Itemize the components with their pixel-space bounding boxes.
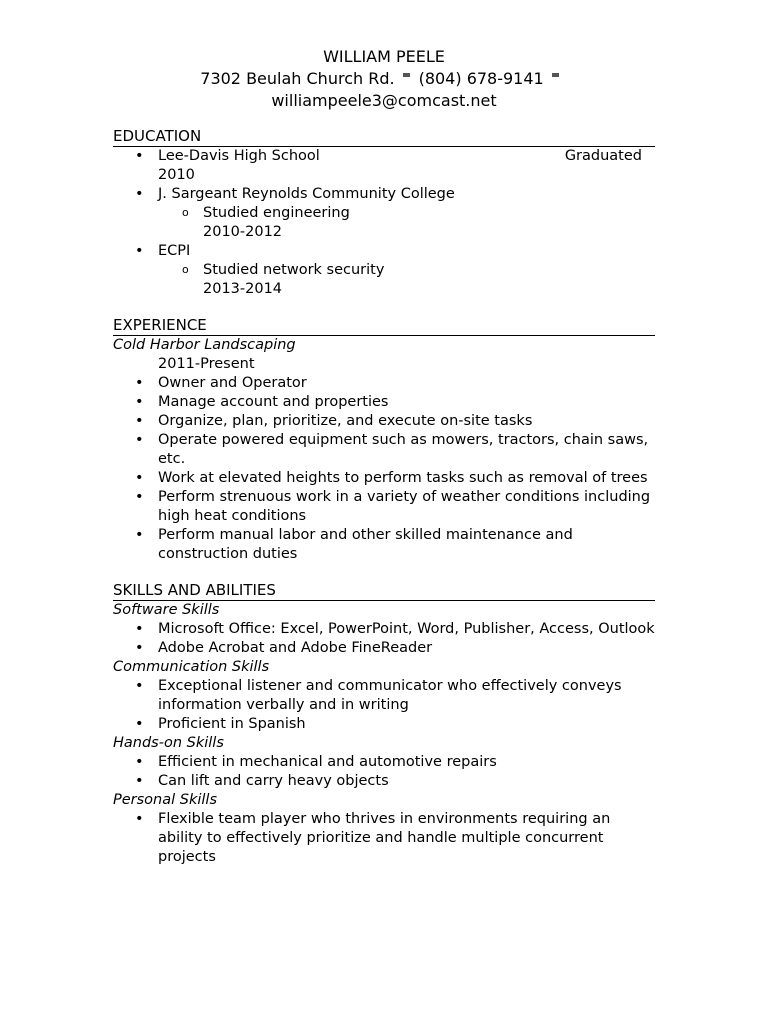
phone: (804) 678-9141 [418,69,544,88]
school-status: Graduated [564,148,642,164]
experience-title: EXPERIENCE [113,315,655,336]
list-item: • Organize, plan, prioritize, and execute on-site tasks [113,412,655,431]
school-name: ECPI [158,243,191,259]
experience-list [113,374,655,564]
list-item: • Owner and Operator [113,374,655,393]
employment-dates: 2011-Present [158,356,255,372]
handson-skills-list [113,753,655,791]
personal-skills-list [113,810,655,867]
school-detail: o Studied network security [203,262,385,278]
school-name: J. Sargeant Reynolds Community College [158,186,455,202]
skill-category-label: Software Skills [113,602,220,618]
separator-icon [552,73,559,77]
address: 7302 Beulah Church Rd. [200,69,395,88]
contact-line [0,68,768,90]
school-years: 2010-2012 [203,224,283,240]
list-item: • Work at elevated heights to perform tasks such as removal of trees [113,469,655,488]
list-item: • Manage account and properties [113,393,655,412]
skill-category-label: Hands-on Skills [113,735,224,751]
separator-icon [403,73,410,77]
list-item: • Exceptional listener and communicator who effectively conveys information verbally and in writing [113,677,655,715]
list-item: • Flexible team player who thrives in environments requiring an ability to effectively prioritize and handle multiple concurrent projects [113,810,655,867]
list-item: • Perform strenuous work in a variety of weather conditions including high heat conditions [113,488,655,526]
experience-section [113,315,655,564]
list-item: • Microsoft Office: Excel, PowerPoint, Word, Publisher, Access, Outlook [113,620,655,639]
school-name: • Lee-Davis High School [158,148,320,164]
education-detail [113,261,655,299]
list-item: • Proficient in Spanish [113,715,655,734]
resume-body [113,126,655,883]
list-item: • Can lift and carry heavy objects [113,772,655,791]
education-detail [113,204,655,242]
skills-title: SKILLS AND ABILITIES [113,580,655,601]
education-title: EDUCATION [113,126,655,147]
list-item: • Operate powered equipment such as mowers, tractors, chain saws, etc. [113,431,655,469]
school-detail: o Studied engineering [203,205,350,221]
school-year: 2010 [158,167,195,183]
list-item: • Perform manual labor and other skilled maintenance and construction duties [113,526,655,564]
education-item [113,242,655,261]
skill-category-label: Personal Skills [113,792,218,808]
employer-name: Cold Harbor Landscaping [113,337,296,353]
resume-header [0,46,768,112]
education-item [113,147,655,185]
education-list [113,147,655,299]
skills-section [113,580,655,867]
education-item [113,185,655,204]
email: williampeele3@comcast.net [271,91,497,110]
communication-skills-list [113,677,655,734]
skill-category-label: Communication Skills [113,659,270,675]
list-item: • Adobe Acrobat and Adobe FineReader [113,639,655,658]
education-section [113,126,655,299]
school-years: 2013-2014 [203,281,283,297]
software-skills-list [113,620,655,658]
list-item: • Efficient in mechanical and automotive repairs [113,753,655,772]
person-name: WILLIAM PEELE [323,47,445,66]
